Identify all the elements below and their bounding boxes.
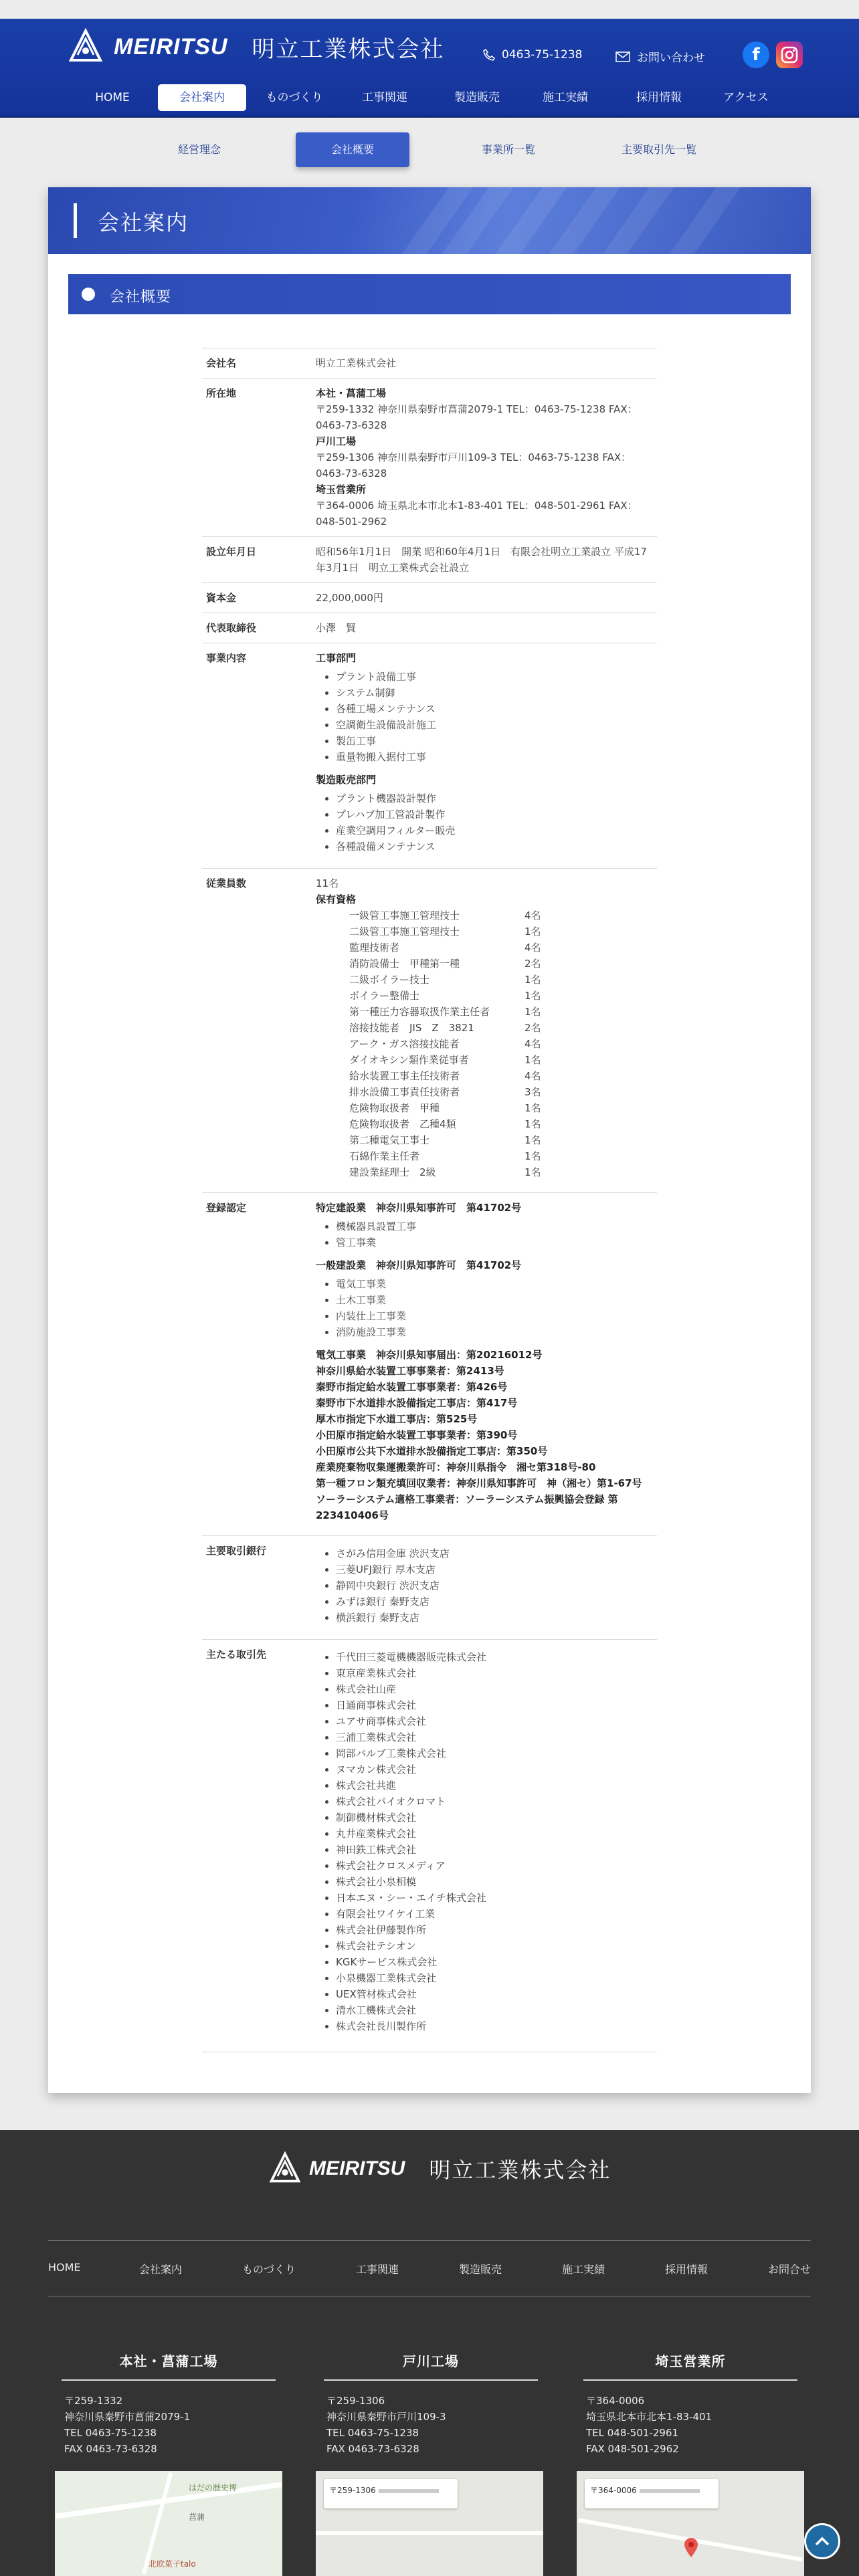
row-label: 資本金 <box>202 583 312 613</box>
nav-works[interactable]: 施工実績 <box>543 91 588 104</box>
footer-nav-manufacturing[interactable]: 製造販売 <box>459 2263 502 2276</box>
qualification-count: 4名 <box>524 909 541 922</box>
qualification-name: 給水装置工事主任技術者 <box>349 1070 460 1082</box>
table-row <box>202 869 657 1193</box>
registration-line: 電気工事業 神奈川県知事届出：第20216012号 <box>316 1349 543 1361</box>
business-list <box>316 669 653 765</box>
office-title: 本社・菖蒲工場 <box>62 2351 276 2381</box>
list-item: • 各種工場メンテナンス <box>336 701 653 717</box>
list-item: • 神田鉄工株式会社 <box>336 1842 653 1858</box>
qualification-name: 第一種圧力容器取扱作業主任者 <box>349 1006 490 1018</box>
office-fax: FAX 048-501-2962 <box>586 2443 679 2455</box>
qualification-count: 1名 <box>524 1166 541 1178</box>
office-address: 埼玉県北本市北本1-83-401 <box>586 2411 712 2423</box>
map-info-chip: 〒364-0006 <box>585 2479 719 2508</box>
qualification-count: 1名 <box>524 1006 541 1018</box>
list-item: • 株式会社クロスメディア <box>336 1858 653 1874</box>
table-row <box>202 1193 657 1536</box>
subnav-clients[interactable]: 主要取引先一覧 <box>621 143 696 156</box>
nav-access[interactable]: アクセス <box>723 91 769 104</box>
divider <box>48 2240 811 2241</box>
list-item: • 産業空調用フィルター販売 <box>336 823 653 839</box>
list-item: • 消防施設工事業 <box>336 1324 653 1340</box>
map-honsha[interactable] <box>55 2471 282 2576</box>
qualification-row <box>316 1148 653 1164</box>
company-card <box>48 187 811 2093</box>
row-label: 設立年月日 <box>202 537 312 583</box>
business-group-title: 工事部門 <box>316 652 357 664</box>
map-pin-icon <box>684 2538 698 2558</box>
section-title: 会社概要 <box>110 289 172 306</box>
list-item: • ユアサ商事株式会社 <box>336 1713 653 1729</box>
qualifications-title: 保有資格 <box>316 893 357 905</box>
row-label: 事業内容 <box>202 643 312 869</box>
map-label: 菖蒲 <box>189 2512 205 2522</box>
banks-value <box>312 1536 657 1640</box>
list-item: • 清水工機株式会社 <box>336 2002 653 2018</box>
office-address: 〒259-1332 神奈川県秦野市菖蒲2079-1 TEL：0463-75-1238 FAX：0463-73-6328 <box>316 403 638 431</box>
list-item: • 制御機材株式会社 <box>336 1810 653 1826</box>
office-address: 〒259-1306 神奈川県秦野市戸川109-3 TEL：0463-75-1238 FAX：0463-73-6328 <box>316 451 632 479</box>
qualification-name: 危険物取扱者 乙種4類 <box>349 1118 456 1130</box>
list-item: • 株式会社テシオン <box>336 1938 653 1954</box>
footer-nav-company[interactable]: 会社案内 <box>139 2263 183 2276</box>
qualification-row <box>316 972 653 988</box>
established-value: 昭和56年1月1日 開業 昭和60年4月1日 有限会社明立工業設立 平成17年3月1日 明立工業株式会社設立 <box>312 537 657 583</box>
company-name-value: 明立工業株式会社 <box>312 348 657 379</box>
capital-value: 22,000,000円 <box>312 583 657 613</box>
list-item: • 製缶工事 <box>336 733 653 749</box>
list-item: • 株式会社長川製作所 <box>336 2018 653 2034</box>
list-item: • さがみ信用金庫 渋沢支店 <box>336 1545 653 1562</box>
office-address: 神奈川県秦野市戸川109-3 <box>326 2411 446 2423</box>
footer-logo[interactable] <box>268 2151 611 2186</box>
subnav-offices[interactable]: 事業所一覧 <box>481 143 535 156</box>
list-item: • 機械器具設置工事 <box>336 1218 653 1235</box>
qualification-row <box>316 924 653 940</box>
mail-icon <box>615 51 630 62</box>
office-tel: TEL 0463-75-1238 <box>326 2427 419 2439</box>
qualification-count: 3名 <box>524 1086 541 1098</box>
qualification-row <box>316 1068 653 1084</box>
instagram-icon[interactable] <box>776 41 803 68</box>
logo-text-jp: 明立工業株式会社 <box>252 35 445 63</box>
nav-construction[interactable]: 工事関連 <box>362 91 407 104</box>
footer-logo-jp: 明立工業株式会社 <box>429 2157 611 2183</box>
qualification-name: 危険物取扱者 甲種 <box>349 1102 440 1114</box>
list-item: • KGKサービス株式会社 <box>336 1954 653 1970</box>
list-item: • 東京産業株式会社 <box>336 1665 653 1681</box>
list-item: • 有限会社ワイケイ工業 <box>336 1906 653 1922</box>
office-honsha <box>62 2351 276 2457</box>
map-info-chip: 〒259-1306 <box>324 2479 458 2508</box>
main-nav <box>0 80 859 112</box>
qualifications-list <box>316 907 653 1186</box>
footer-nav-contact[interactable]: お問合せ <box>768 2263 812 2276</box>
office-saitama <box>583 2351 797 2457</box>
list-item: • 日通商事株式会社 <box>336 1697 653 1713</box>
site-logo[interactable] <box>67 28 444 66</box>
map-saitama[interactable] <box>577 2471 804 2576</box>
table-row <box>202 583 657 613</box>
section-heading <box>68 274 791 314</box>
qualification-row <box>316 956 653 972</box>
list-item: • 株式会社パイオクロマト <box>336 1794 653 1810</box>
table-row <box>202 537 657 583</box>
qualification-count: 1名 <box>524 1054 541 1066</box>
list-item: • 千代田三菱電機機器販売株式会社 <box>336 1649 653 1665</box>
registration-lines <box>316 1347 653 1529</box>
office-fax: FAX 0463-73-6328 <box>326 2443 419 2455</box>
bank-list <box>316 1545 653 1626</box>
logo-mark-icon <box>67 28 104 66</box>
client-list <box>316 1649 653 2034</box>
row-label: 会社名 <box>202 348 312 379</box>
nav-home[interactable]: HOME <box>95 91 130 104</box>
list-item: • 土木工事業 <box>336 1292 653 1308</box>
list-item: • 三浦工業株式会社 <box>336 1729 653 1745</box>
business-group-title: 製造販売部門 <box>316 774 377 786</box>
registrations-value <box>312 1193 657 1536</box>
list-item: • UEX管材株式会社 <box>336 1986 653 2002</box>
list-item: • 株式会社共進 <box>336 1778 653 1794</box>
contact-label: お問い合わせ <box>637 51 705 65</box>
business-list <box>316 790 653 855</box>
list-item: • プラント機器設計製作 <box>336 790 653 807</box>
qualification-name: 消防設備士 甲種第一種 <box>349 958 460 970</box>
office-zip: 〒259-1306 <box>326 2395 385 2407</box>
list-item: • みずほ銀行 秦野支店 <box>336 1594 653 1610</box>
qualification-row <box>316 1036 653 1052</box>
footer-logo-en: MEIRITSU <box>309 2157 405 2179</box>
qualification-row <box>316 1100 653 1116</box>
subnav-philosophy[interactable]: 経営理念 <box>177 143 221 156</box>
list-item: • 空調衛生設備設計施工 <box>336 717 653 733</box>
registration-line: 小田原市指定給水装置工事事業者：第390号 <box>316 1429 518 1441</box>
list-item: • 小泉機器工業株式会社 <box>336 1970 653 1986</box>
site-header <box>0 19 859 118</box>
qualification-count: 2名 <box>524 958 541 970</box>
logo-text-en: MEIRITSU <box>114 33 228 60</box>
employees-value <box>312 869 657 1193</box>
bullet-icon <box>82 288 95 301</box>
office-title: 戸川工場 <box>316 435 357 447</box>
sub-nav <box>0 118 859 185</box>
registration-line: 産業廃棄物収集運搬業許可：神奈川県指令 湘セ第318号-80 <box>316 1461 596 1473</box>
office-title: 本社・菖蒲工場 <box>316 387 387 399</box>
qualification-count: 1名 <box>524 1102 541 1114</box>
page-title-banner <box>48 187 811 254</box>
office-tel: TEL 0463-75-1238 <box>64 2427 157 2439</box>
office-togawa <box>324 2351 538 2457</box>
qualification-name: 排水設備工事責任技術者 <box>349 1086 460 1098</box>
office-address: 神奈川県秦野市菖蒲2079-1 <box>64 2411 191 2423</box>
footer-nav-recruit[interactable]: 採用情報 <box>665 2263 708 2276</box>
footer-nav-works[interactable]: 施工実績 <box>562 2263 605 2276</box>
chevron-up-icon <box>813 2532 832 2551</box>
qualification-row <box>316 1084 653 1100</box>
clients-value <box>312 1640 657 2052</box>
row-label: 主要取引銀行 <box>202 1536 312 1640</box>
qualification-row <box>316 1164 653 1180</box>
registration-line: 神奈川県給水装置工事事業者：第2413号 <box>316 1365 504 1377</box>
list-item: • 株式会社小泉相模 <box>336 1874 653 1890</box>
table-row <box>202 379 657 537</box>
phone-icon <box>483 49 495 61</box>
qualification-count: 1名 <box>524 1118 541 1130</box>
employee-count: 11名 <box>316 877 339 889</box>
qualification-name: アーク・ガス溶接技能者 <box>349 1038 460 1050</box>
representative-value: 小澤 賢 <box>312 613 657 643</box>
registration-line: 秦野市指定給水装置工事事業者：第426号 <box>316 1381 508 1393</box>
list-item: • 重量物搬入据付工事 <box>336 749 653 765</box>
qualification-count: 1名 <box>524 926 541 938</box>
registration-line: 秦野市下水道排水設備指定工事店：第417号 <box>316 1397 518 1409</box>
table-row <box>202 613 657 643</box>
registration-line: 第一種フロン類充填回収業者：神奈川県知事許可 神（湘セ）第1-67号 <box>316 1477 642 1489</box>
qualification-name: 石綿作業主任者 <box>349 1150 420 1162</box>
row-label: 登録認定 <box>202 1193 312 1536</box>
back-to-top-button[interactable] <box>804 2523 840 2559</box>
list-item: • 株式会社山産 <box>336 1681 653 1697</box>
qualification-name: ボイラー整備士 <box>349 990 420 1002</box>
facebook-icon[interactable]: f <box>743 41 769 68</box>
office-fax: FAX 0463-73-6328 <box>64 2443 157 2455</box>
logo-mark-icon <box>268 2151 302 2186</box>
list-item: • 株式会社伊藤製作所 <box>336 1922 653 1938</box>
qualification-name: 二級管工事施工管理技士 <box>349 926 460 938</box>
business-value <box>312 643 657 869</box>
list-item: • プラント設備工事 <box>336 669 653 685</box>
qualification-name: 溶接技能者 JIS Z 3821 <box>349 1022 474 1034</box>
row-label: 所在地 <box>202 379 312 537</box>
list-item: • 丸井産業株式会社 <box>336 1826 653 1842</box>
nav-company[interactable]: 会社案内 <box>158 84 246 111</box>
footer-nav-monozukuri[interactable]: ものづくり <box>242 2263 296 2276</box>
office-tel: TEL 048-501-2961 <box>586 2427 679 2439</box>
subnav-overview[interactable]: 会社概要 <box>296 132 409 167</box>
browser-top-strip <box>0 0 859 19</box>
license-list <box>316 1276 653 1340</box>
registration-line: 小田原市公共下水道排水設備指定工事店：第350号 <box>316 1445 548 1457</box>
list-item: • 管工事業 <box>336 1235 653 1251</box>
office-title: 戸川工場 <box>324 2351 538 2381</box>
nav-recruit[interactable]: 採用情報 <box>636 91 682 104</box>
qualification-name: 第二種電気工事士 <box>349 1134 430 1146</box>
nav-manufacturing[interactable]: 製造販売 <box>454 91 500 104</box>
map-togawa[interactable] <box>316 2471 543 2576</box>
qualification-name: 二級ボイラー技士 <box>349 974 430 986</box>
qualification-row <box>316 1116 653 1132</box>
registration-line: 厚木市指定下水道工事店：第525号 <box>316 1413 478 1425</box>
list-item: • 横浜銀行 秦野支店 <box>336 1610 653 1626</box>
qualification-row <box>316 1132 653 1148</box>
row-label: 代表取締役 <box>202 613 312 643</box>
table-row <box>202 348 657 379</box>
qualification-name: ダイオキシン類作業従事者 <box>349 1054 469 1066</box>
qualification-row <box>316 988 653 1004</box>
list-item: • 三菱UFJ銀行 厚木支店 <box>336 1562 653 1578</box>
qualification-count: 4名 <box>524 1038 541 1050</box>
registration-line: ソーラーシステム適格工事業者：ソーラーシステム振興協会登録 第223410406号 <box>316 1493 618 1521</box>
location-value <box>312 379 657 537</box>
table-row <box>202 1640 657 2052</box>
qualification-count: 1名 <box>524 1134 541 1146</box>
footer-nav-home[interactable]: HOME <box>48 2261 81 2274</box>
qualification-row <box>316 940 653 956</box>
qualification-row <box>316 907 653 924</box>
map-label: 北欧菓子talo <box>149 2559 196 2569</box>
qualification-count: 2名 <box>524 1022 541 1034</box>
table-row <box>202 1536 657 1640</box>
office-title: 埼玉営業所 <box>583 2351 797 2381</box>
list-item: • 電気工事業 <box>336 1276 653 1292</box>
qualification-row <box>316 1004 653 1020</box>
page-title: 会社案内 <box>98 210 189 235</box>
qualification-count: 1名 <box>524 990 541 1002</box>
list-item: • 各種設備メンテナンス <box>336 839 653 855</box>
office-title: 埼玉営業所 <box>316 484 367 496</box>
list-item: • 岡部バルブ工業株式会社 <box>336 1745 653 1761</box>
table-row <box>202 643 657 869</box>
qualification-name: 監理技術者 <box>349 942 400 954</box>
license-title: 一般建設業 神奈川県知事許可 第41702号 <box>316 1259 522 1271</box>
list-item: • 内装仕上工事業 <box>336 1308 653 1324</box>
qualification-name: 一級管工事施工管理技士 <box>349 909 460 922</box>
row-label: 従業員数 <box>202 869 312 1193</box>
license-list <box>316 1218 653 1251</box>
office-zip: 〒259-1332 <box>64 2395 123 2407</box>
phone-link[interactable] <box>483 48 582 62</box>
company-profile-table <box>202 348 657 2052</box>
license-title: 特定建設業 神奈川県知事許可 第41702号 <box>316 1202 522 1214</box>
qualification-count: 4名 <box>524 1070 541 1082</box>
footer-nav-construction[interactable]: 工事関連 <box>356 2263 399 2276</box>
phone-number: 0463-75-1238 <box>502 48 583 62</box>
list-item: • 日本エヌ・シー・エイチ株式会社 <box>336 1890 653 1906</box>
list-item: • プレハブ加工管設計製作 <box>336 807 653 823</box>
contact-link[interactable] <box>615 48 705 65</box>
office-zip: 〒364-0006 <box>586 2395 645 2407</box>
list-item: • ヌマカン株式会社 <box>336 1761 653 1778</box>
list-item: • 静岡中央銀行 渋沢支店 <box>336 1578 653 1594</box>
list-item: • システム制御 <box>336 685 653 701</box>
qualification-row <box>316 1020 653 1036</box>
nav-monozukuri[interactable]: ものづくり <box>266 91 323 104</box>
office-address: 〒364-0006 埼玉県北本市北本1-83-401 TEL：048-501-2961 FAX：048-501-2962 <box>316 500 638 528</box>
qualification-count: 1名 <box>524 974 541 986</box>
map-label: はだの歴史博 <box>189 2483 237 2492</box>
qualification-count: 4名 <box>524 942 541 954</box>
qualification-count: 1名 <box>524 1150 541 1162</box>
qualification-name: 建設業経理士 2級 <box>349 1166 436 1178</box>
row-label: 主たる取引先 <box>202 1640 312 2052</box>
qualification-row <box>316 1052 653 1068</box>
